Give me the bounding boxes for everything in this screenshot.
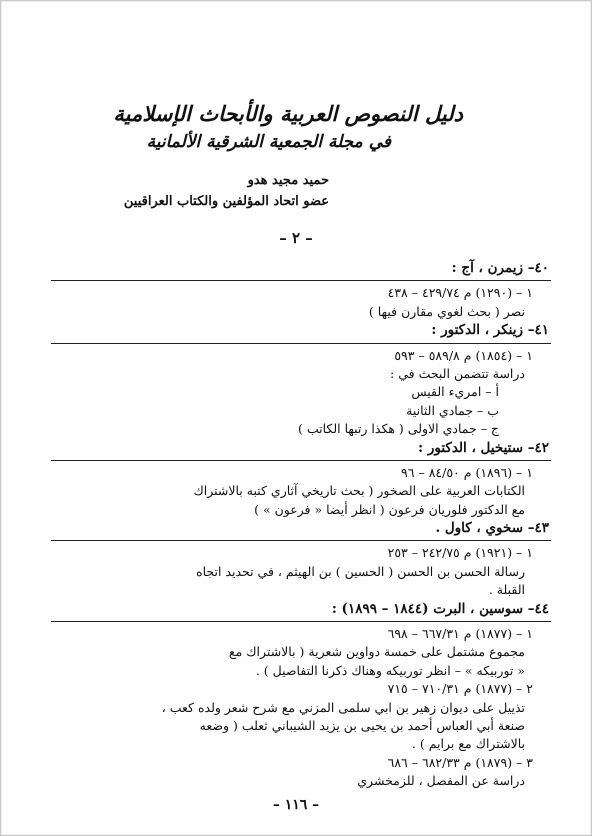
entry-description: صنعة أبي العباس أحمد بن يحيى بن يزيد الشيباني ثعلب ( وضعه [199,717,525,733]
entry-divider [51,343,551,344]
entry-description: مجموع مشتمل على خمسة دواوين شعرية ( بالاشتراك مع [228,644,525,660]
entry-description: مع الدكتور فلوريان فرعون ( انظر أيضا « فرعون » ) [254,501,525,517]
entry-citation: ٢ – (١٨٧٧) م ٧١٠/٣١ – ٧١٥ [387,681,533,697]
entry-description: نصر ( بحث لغوي مقارن فيها ) [368,303,525,319]
entry-divider [51,280,551,281]
entry [1,519,591,600]
entry-heading: ٤٢– ستيخيل ، الدكتور : [418,439,549,456]
entry-heading: ٤٤– سوسين ، البرت (١٨٤٤ – ١٨٩٩) : [331,600,549,617]
author-affiliation: عضو اتحاد المؤلفين والكتاب العراقيين [123,194,329,209]
entry-description: بالاشتراك مع برايم ) . [411,736,525,752]
entry-subitem: ج – جمادي الاولى ( هكذا رتبها الكاتب ) [298,421,499,437]
entry-description: رسالة الحسن بن الحسن ( الحسين ) بن الهيثم ، في تحديد اتجاه [196,563,525,579]
entry-citation: ١ – (١٩٢١) م ٢٤٢/٧٥ – ٢٥٣ [387,545,533,561]
entry-description: « توربيكه » – انظر توربيكه وهناك ذكرنا التفاصيل ) . [255,662,525,678]
entry-citation: ٣ – (١٨٧٩) م ٦٨٢/٣٣ – ٦٨٦ [387,754,533,770]
document-subtitle: في مجلة الجمعية الشرقية الألمانية [146,132,391,152]
entry [1,321,591,438]
entry [1,259,591,321]
entry-description: الكتابات العربية على الصخور ( بحث تاريخي آثاري كتبه بالاشتراك [193,483,525,499]
entry-subitem: أ – امريء القيس [411,384,499,400]
page-number: – ١١٦ – [272,797,320,813]
entry-description: دراسة عن المفصل ، للزمخشري [357,773,525,789]
entries-list [1,259,591,791]
entry-heading: ٤١– زينكر ، الدكتور : [431,322,549,339]
entry-citation: ١ – (١٢٩٠) م ٤٢٩/٧٤ – ٤٣٨ [387,285,533,301]
entry-description: القبلة . [488,582,525,598]
entry-description: تذييل على ديوان زهير بن ابي سلمى المزني مع شرح شعر ولده كعب ، [161,699,525,715]
entry-citation: ١ – (١٨٩٦) م ٨٤/٥٠ – ٩٦ [401,464,533,480]
entry-description: دراسة تتضمن البحث في : [390,365,525,381]
entry-subitem: ب – جمادي الثانية [406,402,499,418]
entry [1,439,591,520]
section-page-marker: – ٢ – [279,229,313,247]
entry-citation: ١ – (١٨٥٤) م ٥٨٩/٨ – ٥٩٣ [394,347,533,363]
entry-heading: ٤٣– سخوي ، كاول . [435,520,549,537]
entry-divider [51,540,551,541]
entry [1,600,591,791]
author-name: حميد مجيد هدو [247,173,329,188]
entry-divider [51,460,551,461]
entry-citation: ١ – (١٨٧٧) م ٦٦٧/٣١ – ٦٩٨ [387,626,533,642]
document-title: دليل النصوص العربية والأبحاث الإسلامية [113,101,463,126]
entry-heading: ٤٠– زيمرن ، آج : [451,260,549,276]
entry-divider [51,621,551,622]
